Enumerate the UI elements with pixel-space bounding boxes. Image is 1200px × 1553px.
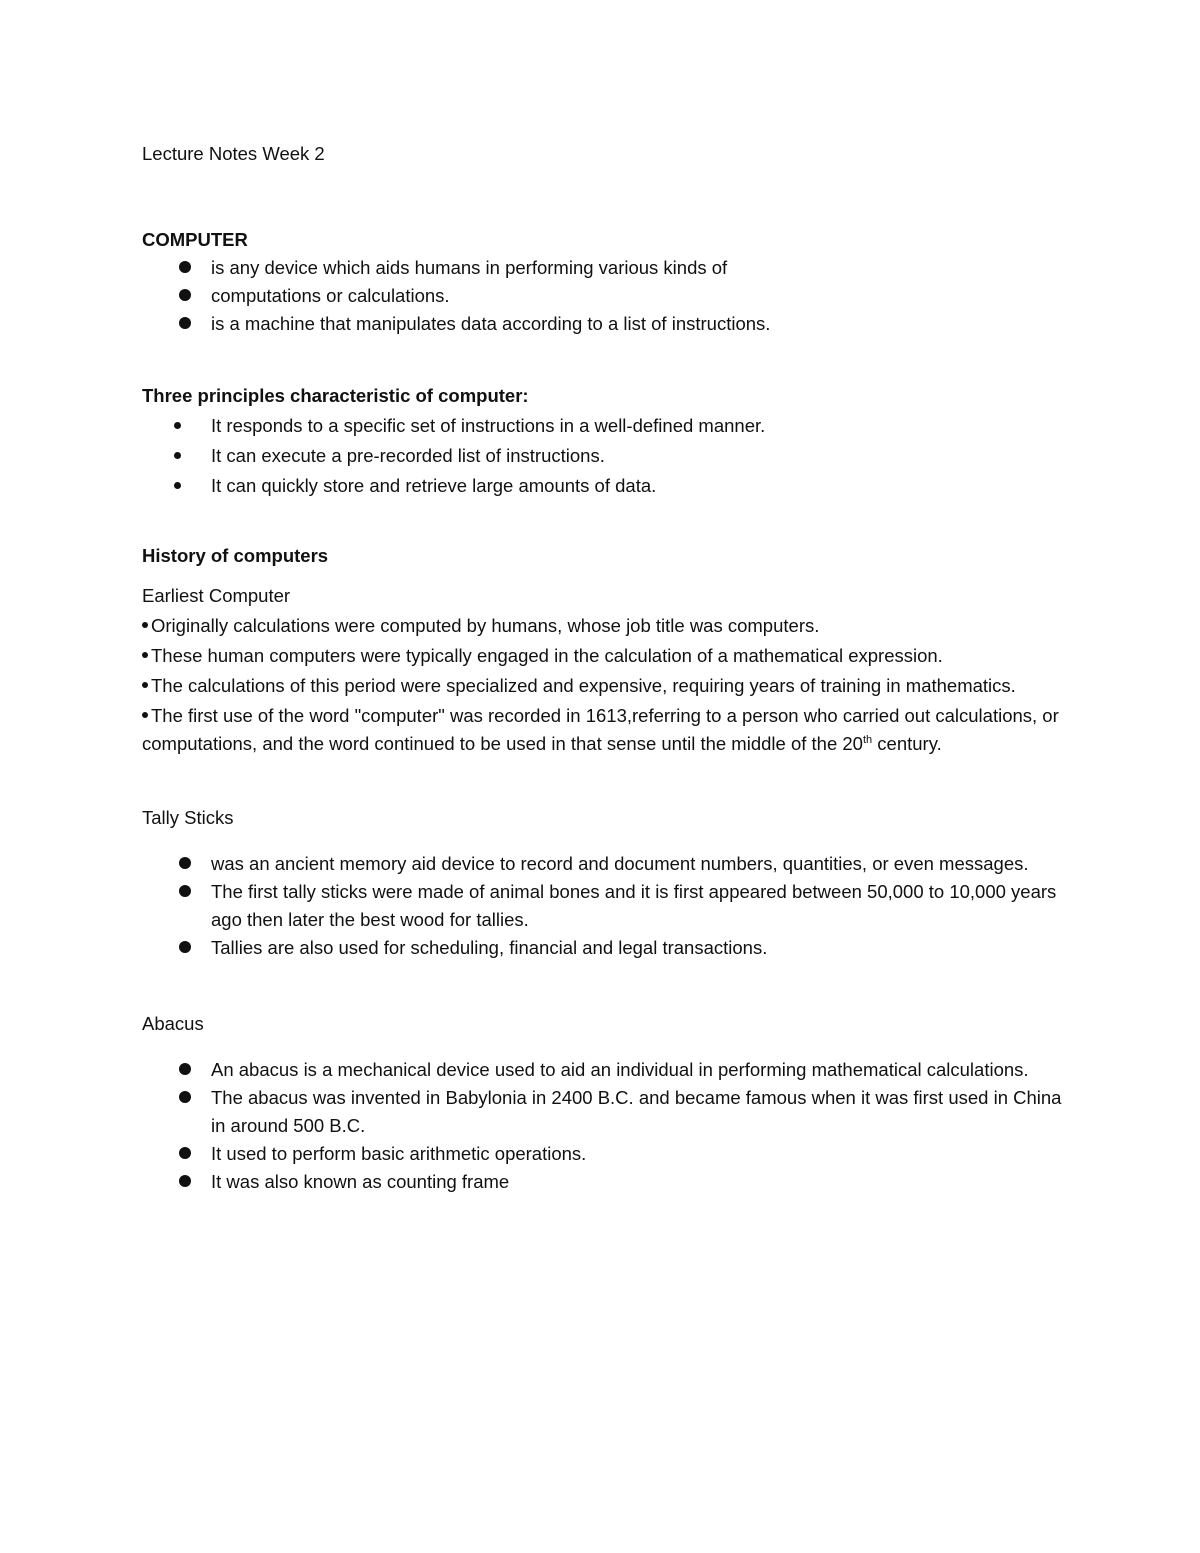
computer-list: [142, 254, 1072, 338]
list-item-text: The abacus was invented in Babylonia in 2400 B.C. and became famous when it was first used in China in around 500 B.C.: [211, 1087, 1062, 1136]
earliest-computer-heading: Earliest Computer: [142, 585, 291, 606]
list-item-text: The first tally sticks were made of animal bones and it is first appeared between 50,000 to 10,000 years ago then later the best wood for tallies.: [211, 881, 1057, 930]
bullet-icon: [179, 1147, 191, 1159]
list-item: [142, 472, 1072, 500]
list-item-text: It responds to a specific set of instructions in a well-defined manner.: [211, 415, 766, 436]
list-item: [142, 850, 1072, 878]
bullet-icon: [179, 289, 191, 301]
list-item: [142, 1056, 1072, 1084]
history-paragraph: [142, 612, 1072, 640]
bullet-icon: [179, 941, 191, 953]
history-paragraph: [142, 672, 1072, 700]
bullet-icon: [174, 452, 181, 459]
list-item: [142, 1168, 1072, 1196]
history-heading: History of computers: [142, 545, 329, 566]
bullet-icon: [179, 1175, 191, 1187]
list-item-text: It was also known as counting frame: [211, 1171, 510, 1192]
list-item-text: was an ancient memory aid device to record and document numbers, quantities, or even messages.: [211, 853, 1029, 874]
list-item-text: computations or calculations.: [211, 285, 450, 306]
paragraph-text: The calculations of this period were specialized and expensive, requiring years of training in mathematics.: [151, 675, 1016, 696]
history-paragraph: [142, 642, 1072, 670]
list-item: [142, 934, 1072, 962]
paragraph-text: These human computers were typically engaged in the calculation of a mathematical expression.: [151, 645, 943, 666]
bullet-icon: [174, 422, 181, 429]
bullet-icon: [142, 622, 148, 628]
list-item-text: is any device which aids humans in performing various kinds of: [211, 257, 728, 278]
bullet-icon: [179, 317, 191, 329]
principles-list: [142, 412, 1072, 500]
bullet-icon: [179, 1091, 191, 1103]
superscript-text: th: [862, 733, 873, 746]
bullet-icon: [142, 712, 148, 718]
list-item-text: It used to perform basic arithmetic operations.: [211, 1143, 587, 1164]
list-item-text: It can quickly store and retrieve large amounts of data.: [211, 475, 657, 496]
list-item: [142, 878, 1072, 934]
list-item: [142, 412, 1072, 440]
bullet-icon: [179, 261, 191, 273]
list-item: [142, 310, 1072, 338]
document-title: Lecture Notes Week 2: [142, 143, 325, 164]
list-item: [142, 1084, 1072, 1140]
list-item: [142, 254, 1072, 282]
tally-list: [142, 850, 1072, 962]
abacus-list: [142, 1056, 1072, 1196]
bullet-icon: [179, 857, 191, 869]
computer-heading: COMPUTER: [142, 229, 248, 250]
list-item-text: is a machine that manipulates data according to a list of instructions.: [211, 313, 771, 334]
bullet-icon: [174, 482, 181, 489]
history-paragraph: [142, 702, 1072, 758]
list-item-text: An abacus is a mechanical device used to aid an individual in performing mathematical calculations.: [211, 1059, 1029, 1080]
list-item-text: It can execute a pre-recorded list of instructions.: [211, 445, 605, 466]
paragraph-text-end: century.: [872, 733, 942, 754]
paragraph-text: The first use of the word "computer" was recorded in 1613,referring to a person who carried out calculations, or computations, and the word continued to be used in that sense until the middle of the 20: [142, 705, 1059, 754]
bullet-icon: [179, 885, 191, 897]
list-item: [142, 442, 1072, 470]
list-item-text: Tallies are also used for scheduling, financial and legal transactions.: [211, 937, 768, 958]
document-content: [142, 140, 1072, 1196]
tally-sticks-heading: Tally Sticks: [142, 807, 234, 828]
paragraph-text: Originally calculations were computed by humans, whose job title was computers.: [151, 615, 820, 636]
list-item: [142, 282, 1072, 310]
bullet-icon: [142, 682, 148, 688]
bullet-icon: [179, 1063, 191, 1075]
bullet-icon: [142, 652, 148, 658]
abacus-heading: Abacus: [142, 1013, 204, 1034]
principles-heading: Three principles characteristic of computer:: [142, 385, 529, 406]
list-item: [142, 1140, 1072, 1168]
